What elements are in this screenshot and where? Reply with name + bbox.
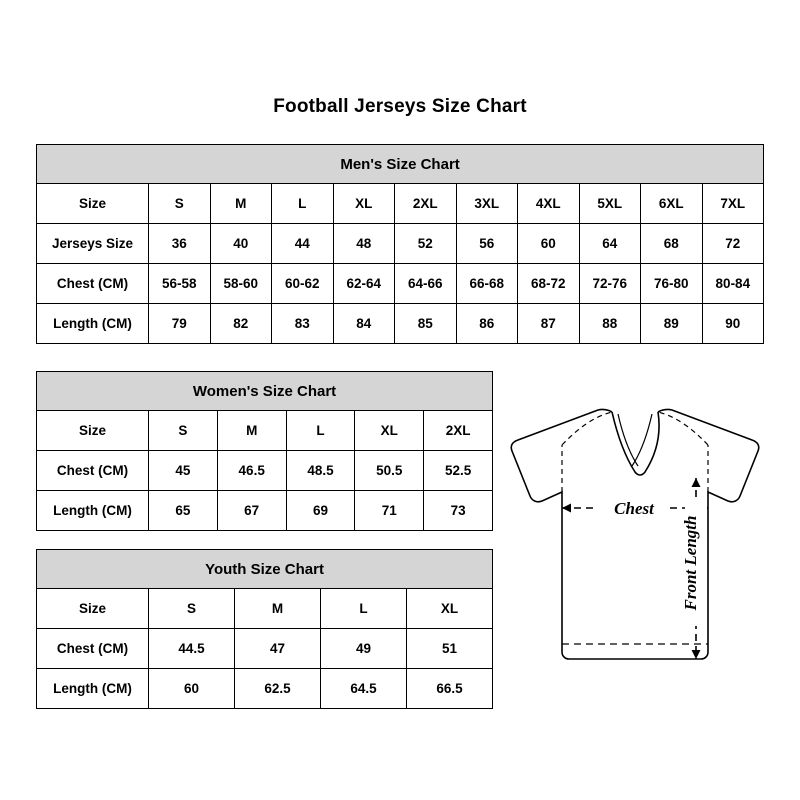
table-cell: 49: [321, 629, 407, 669]
row-label: Chest (CM): [37, 451, 149, 491]
table-row: [37, 304, 764, 344]
table-cell: 56: [456, 224, 518, 264]
table-cell: 72: [702, 224, 764, 264]
table-cell: 84: [333, 304, 395, 344]
table-row: [37, 264, 764, 304]
table-cell: 5XL: [579, 184, 641, 224]
table-cell: 82: [210, 304, 272, 344]
table-cell: 60: [149, 669, 235, 709]
table-header-row: [37, 145, 764, 184]
table-row: [37, 669, 493, 709]
row-label: Size: [37, 411, 149, 451]
table-cell: 79: [149, 304, 211, 344]
table-cell: 48.5: [286, 451, 355, 491]
tshirt-outline-icon: [511, 409, 759, 659]
table-cell: M: [217, 411, 286, 451]
table-cell: 48: [333, 224, 395, 264]
table-cell: 67: [217, 491, 286, 531]
table-cell: 36: [149, 224, 211, 264]
table-cell: 52.5: [424, 451, 493, 491]
table-cell: 44.5: [149, 629, 235, 669]
table-cell: 85: [395, 304, 457, 344]
table-cell: 86: [456, 304, 518, 344]
table-cell: S: [149, 184, 211, 224]
row-label: Length (CM): [37, 304, 149, 344]
table-cell: 2XL: [424, 411, 493, 451]
table-cell: 7XL: [702, 184, 764, 224]
table-cell: 90: [702, 304, 764, 344]
table-cell: 66.5: [407, 669, 493, 709]
table-cell: S: [149, 411, 218, 451]
table-cell: 40: [210, 224, 272, 264]
womens-size-chart-table: [36, 371, 493, 531]
table-cell: 58-60: [210, 264, 272, 304]
table-header-row: [37, 372, 493, 411]
youth-size-chart-table: [36, 549, 493, 709]
table-cell: 76-80: [641, 264, 703, 304]
table-row: [37, 589, 493, 629]
youth-size-chart-section: [36, 549, 493, 709]
womens-chart-header: Women's Size Chart: [37, 372, 493, 411]
table-cell: 62-64: [333, 264, 395, 304]
table-cell: 65: [149, 491, 218, 531]
table-header-row: [37, 550, 493, 589]
table-cell: XL: [407, 589, 493, 629]
table-cell: 71: [355, 491, 424, 531]
table-cell: 60-62: [272, 264, 334, 304]
table-cell: 44: [272, 224, 334, 264]
mens-size-chart-section: [36, 144, 764, 344]
page-title: Football Jerseys Size Chart: [273, 96, 527, 117]
mens-size-chart-table: [36, 144, 764, 344]
table-row: [37, 411, 493, 451]
table-cell: 64.5: [321, 669, 407, 709]
table-cell: 3XL: [456, 184, 518, 224]
table-cell: 69: [286, 491, 355, 531]
table-cell: M: [235, 589, 321, 629]
row-label: Chest (CM): [37, 629, 149, 669]
table-cell: 47: [235, 629, 321, 669]
table-cell: 52: [395, 224, 457, 264]
table-cell: L: [272, 184, 334, 224]
table-cell: 6XL: [641, 184, 703, 224]
chest-measure-label: Chest: [614, 499, 654, 518]
table-cell: 64-66: [395, 264, 457, 304]
table-cell: M: [210, 184, 272, 224]
table-cell: XL: [355, 411, 424, 451]
table-cell: 68-72: [518, 264, 580, 304]
table-cell: 50.5: [355, 451, 424, 491]
table-cell: 2XL: [395, 184, 457, 224]
table-cell: S: [149, 589, 235, 629]
youth-chart-header: Youth Size Chart: [37, 550, 493, 589]
table-cell: 4XL: [518, 184, 580, 224]
table-cell: 60: [518, 224, 580, 264]
womens-size-chart-section: [36, 371, 493, 531]
table-cell: 89: [641, 304, 703, 344]
table-cell: 66-68: [456, 264, 518, 304]
row-label: Length (CM): [37, 669, 149, 709]
table-cell: 72-76: [579, 264, 641, 304]
row-label: Chest (CM): [37, 264, 149, 304]
table-cell: 45: [149, 451, 218, 491]
row-label: Jerseys Size: [37, 224, 149, 264]
mens-chart-header: Men's Size Chart: [37, 145, 764, 184]
table-cell: 88: [579, 304, 641, 344]
table-cell: 62.5: [235, 669, 321, 709]
front-length-measure-label: Front Length: [681, 515, 700, 611]
row-label: Size: [37, 589, 149, 629]
table-cell: 83: [272, 304, 334, 344]
table-cell: 80-84: [702, 264, 764, 304]
table-cell: 73: [424, 491, 493, 531]
table-cell: 46.5: [217, 451, 286, 491]
table-row: [37, 629, 493, 669]
table-row: [37, 184, 764, 224]
row-label: Size: [37, 184, 149, 224]
table-row: [37, 451, 493, 491]
measurement-diagram: [500, 400, 790, 700]
table-cell: 68: [641, 224, 703, 264]
row-label: Length (CM): [37, 491, 149, 531]
table-cell: L: [286, 411, 355, 451]
table-cell: 56-58: [149, 264, 211, 304]
table-cell: XL: [333, 184, 395, 224]
table-cell: 64: [579, 224, 641, 264]
table-cell: 87: [518, 304, 580, 344]
table-row: [37, 224, 764, 264]
table-cell: 51: [407, 629, 493, 669]
table-cell: L: [321, 589, 407, 629]
table-row: [37, 491, 493, 531]
